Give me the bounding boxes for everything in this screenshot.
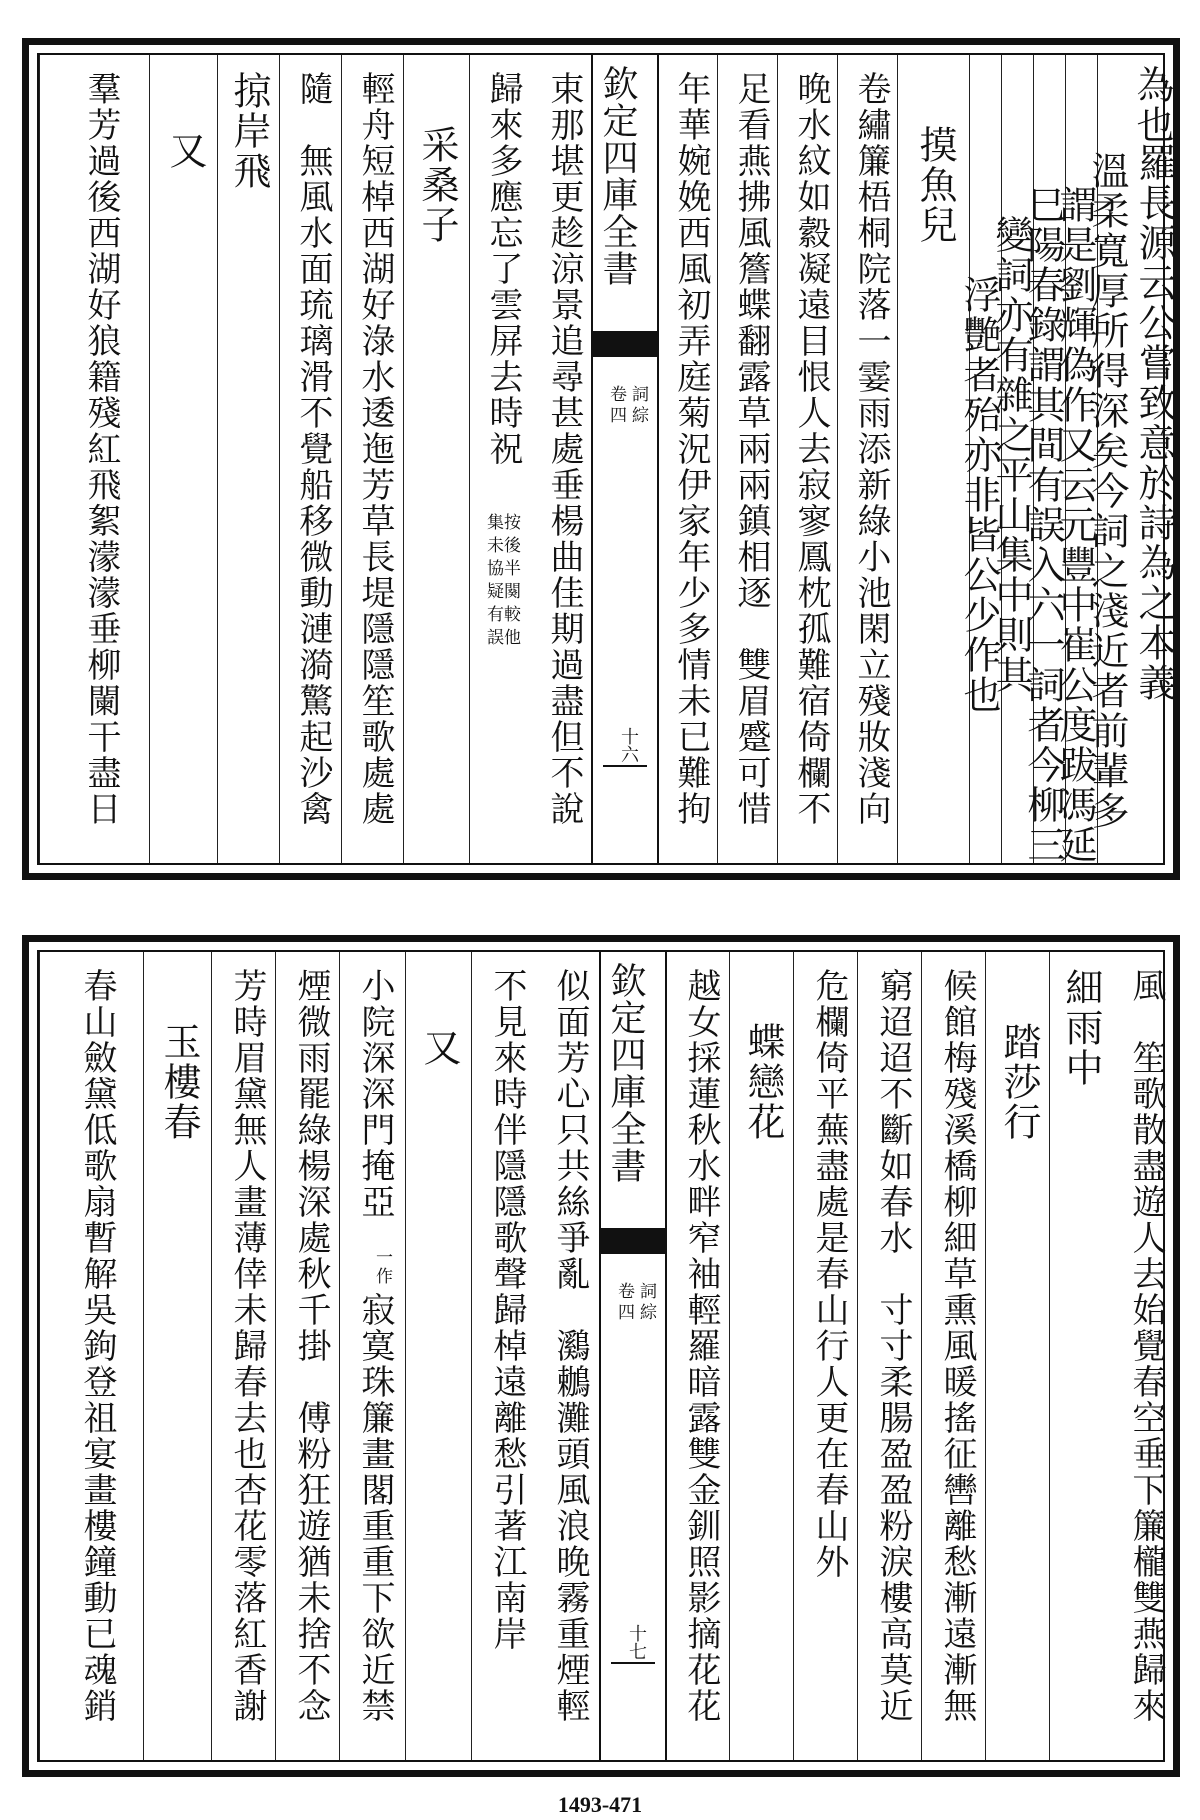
column-text: 掠岸飛 — [227, 71, 271, 191]
fishtail-mark-icon — [601, 1228, 665, 1254]
text-column — [665, 952, 730, 1760]
text-column — [985, 952, 1050, 1760]
volume-label: 詞綜 — [628, 385, 648, 427]
column-text: 小院深深門掩亞 — [355, 968, 395, 1220]
annotation-text: 變詞亦有雜之平山集中則其 — [989, 215, 1033, 695]
annotation-text: 一作 — [372, 1248, 392, 1286]
annotation-text: 羅長源云公嘗致意於詩為之本義 — [1132, 143, 1176, 703]
text-column — [657, 55, 718, 863]
text-column — [777, 55, 838, 863]
page-frame — [37, 53, 1176, 865]
page-frame — [37, 950, 1165, 1762]
text-column — [211, 952, 276, 1760]
page-bottom — [22, 935, 1180, 1777]
fishtail-mark-icon — [593, 331, 657, 357]
page-top — [22, 38, 1180, 880]
text-column — [921, 952, 986, 1760]
column-text: 束那堪更趁涼景追尋甚處垂楊曲佳期過盡但不說 — [544, 71, 584, 827]
poem-title: 玉樓春 — [157, 1022, 201, 1142]
book-margin-strip — [591, 55, 659, 863]
book-title: 欽定四庫全書 — [605, 962, 646, 1184]
column-text: 寂寞珠簾畫閣重重下欲近禁 — [355, 1292, 395, 1724]
text-column — [39, 55, 150, 863]
text-column — [1129, 55, 1175, 863]
text-column — [339, 952, 406, 1760]
column-text: 歸來多應忘了雲屏去時祝 — [483, 71, 523, 467]
page-number: 十七 — [626, 1624, 647, 1660]
text-column — [1053, 55, 1098, 865]
text-column — [39, 952, 144, 1760]
column-text: 輕舟短棹西湖好淥水逶迤芳草長堤隱隱笙歌處處 — [355, 71, 395, 827]
text-column — [279, 55, 342, 863]
poem-title: 踏莎行 — [997, 1022, 1041, 1142]
page-reference: 1493-471 — [557, 1792, 643, 1817]
text-column — [1021, 55, 1066, 865]
text-column — [531, 55, 591, 863]
poem-title: 摸魚兒 — [913, 125, 957, 245]
text-column — [1111, 952, 1175, 1760]
text-column — [837, 55, 898, 863]
text-column — [405, 952, 472, 1760]
text-column — [217, 55, 280, 863]
text-column — [989, 55, 1034, 863]
volume-label: 詞綜 — [636, 1282, 656, 1324]
text-column — [957, 55, 1002, 863]
column-text: 春山斂黛低歌扇暫解吳鉤登祖宴畫樓鐘動已魂銷 — [77, 968, 117, 1724]
column-text: 細雨中 — [1059, 968, 1103, 1088]
text-column — [897, 55, 970, 863]
poem-title: 采桑子 — [415, 125, 459, 245]
text-column — [535, 952, 599, 1760]
annotation-text: 巳陽春錄謂其間有誤入六一詞者今柳三 — [1021, 185, 1065, 865]
column-text: 風 笙歌散盡遊人去始覺春空垂下簾櫳雙燕歸來 — [1126, 968, 1166, 1724]
column-text: 危欄倚平蕪盡處是春山行人更在春山外 — [809, 968, 849, 1580]
column-text: 為也 — [1130, 65, 1174, 145]
text-column — [275, 952, 340, 1760]
chapter-label: 卷四 — [606, 385, 626, 427]
column-text: 窮迢迢不斷如春水 寸寸柔腸盈盈粉淚樓高莫近 — [873, 968, 913, 1724]
text-column — [403, 55, 470, 863]
text-column — [1049, 952, 1112, 1760]
text-column — [469, 55, 532, 863]
column-text: 候館梅殘溪橋柳細草熏風暖搖征轡離愁漸遠漸無 — [937, 968, 977, 1724]
column-text: 不見來時伴隱隱歌聲歸棹遠離愁引著江南岸 — [487, 968, 527, 1652]
text-column — [341, 55, 404, 863]
margin-divider — [611, 1662, 655, 1664]
text-column — [857, 952, 922, 1760]
column-text: 年華婉娩西風初弄庭菊況伊家年少多情未已難拘 — [671, 71, 711, 827]
poem-title: 又 — [163, 131, 207, 171]
text-column — [143, 952, 212, 1760]
annotation-text: 謂是劉輝偽作又云元豐中崔公度跋馮延 — [1053, 185, 1097, 865]
annotation-text: 溫柔寬厚所得深矣今詞之淺近者前輩多 — [1085, 151, 1129, 831]
column-text: 卷繡簾梧桐院落一霎雨添新綠小池閑立殘妝淺向 — [851, 71, 891, 827]
column-text: 羣芳過後西湖好狼籍殘紅飛絮濛濛垂柳闌干盡日 — [81, 71, 121, 827]
text-column — [149, 55, 218, 863]
column-text: 足看燕拂風簷蝶翻露草兩兩鎮相逐 雙眉蹙可惜 — [731, 71, 771, 827]
column-text: 似面芳心只共絲爭亂 鸂鶒灘頭風浪晚霧重煙輕 — [550, 968, 590, 1724]
column-text: 隨 無風水面琉璃滑不覺船移微動漣漪驚起沙禽 — [293, 71, 333, 827]
margin-divider — [603, 765, 647, 767]
book-margin-strip — [599, 952, 667, 1760]
annotation-text: 浮艷者殆亦非皆公少作也 — [957, 275, 1001, 715]
column-text: 越女採蓮秋水畔窄袖輕羅暗露雙金釧照影摘花花 — [681, 968, 721, 1724]
column-text: 煙微雨罷綠楊深處秋千掛 傅粉狂遊猶未捨不念 — [291, 968, 331, 1724]
chapter-label: 卷四 — [614, 1282, 634, 1324]
column-text: 晚水紋如縠凝遠目恨人去寂寥鳳枕孤難宿倚欄不 — [791, 71, 831, 827]
annotation-text: 按後半闋較他集未協疑有誤 — [483, 513, 520, 651]
text-column — [471, 952, 536, 1760]
page-number: 十六 — [618, 727, 639, 763]
poem-title: 又 — [417, 1028, 461, 1068]
text-column — [1085, 55, 1130, 863]
text-column — [729, 952, 794, 1760]
poem-title: 蝶戀花 — [741, 1022, 785, 1142]
book-title: 欽定四庫全書 — [597, 65, 638, 287]
text-column — [793, 952, 858, 1760]
text-column — [717, 55, 778, 863]
column-text: 芳時眉黛無人畫薄倖未歸春去也杏花零落紅香謝 — [227, 968, 267, 1724]
